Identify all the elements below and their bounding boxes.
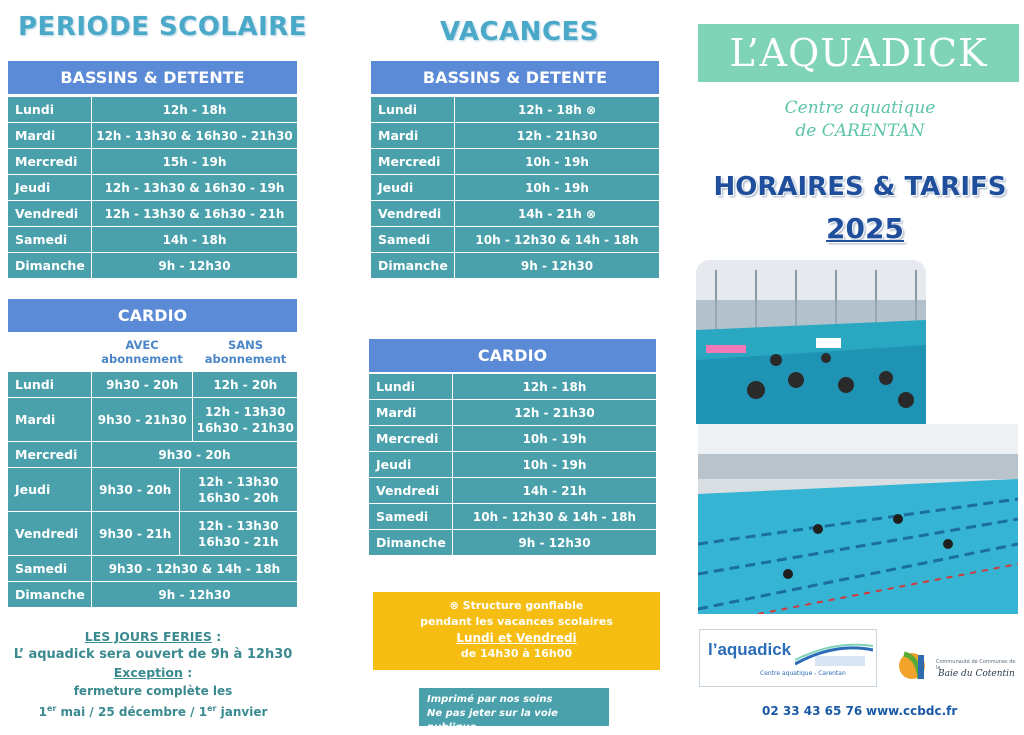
exception-title: Exception (113, 665, 183, 680)
exception-colon: : (182, 665, 193, 680)
brand-subtitle (760, 97, 960, 143)
phone-number: 02 33 43 65 76 (762, 704, 863, 718)
hours-cell: 9h30 - 20h (91, 372, 193, 398)
feries-title-line (8, 628, 298, 646)
table-row (371, 149, 660, 175)
hours-cell: 9h30 - 21h (91, 512, 179, 556)
day-cell: Jeudi (8, 468, 92, 512)
table-row (8, 123, 298, 149)
date-sup: er (46, 704, 57, 713)
pool-photo-bottom-image (698, 424, 1018, 614)
table-row (369, 426, 657, 452)
hours-line: 12h - 13h30 (198, 474, 279, 489)
hours-cell: 14h - 21h (453, 478, 657, 504)
aquadick-logo-mark (795, 642, 873, 668)
horaires-title: HORAIRES & TARIFS (713, 172, 1007, 202)
day-cell: Samedi (8, 556, 92, 582)
day-cell: Lundi (8, 97, 92, 123)
brand-title: L’AQUADICK (698, 24, 1019, 82)
day-cell: Lundi (369, 374, 453, 400)
cardio-col-sans (194, 338, 297, 366)
note-line2: pendant les vacances scolaires (420, 615, 613, 628)
hours-cell: 10h - 19h (453, 452, 657, 478)
day-cell: Lundi (371, 97, 455, 123)
hours-cell: 9h30 - 21h30 (91, 398, 193, 442)
hours-line: 12h - 13h30 (198, 518, 279, 533)
periode-cardio-table (7, 371, 298, 608)
hours-cell: 9h30 - 20h (91, 442, 297, 468)
cardio-col-avec-line1: AVEC (125, 338, 159, 352)
hours-cell: 15h - 19h (92, 149, 298, 175)
table-row (8, 556, 298, 582)
pool-photo-bottom (698, 424, 1018, 614)
date-part: 1 (38, 705, 47, 719)
hours-cell: 9h - 12h30 (92, 253, 298, 279)
year-title: 2025 (826, 212, 904, 245)
note-line3: Lundi et Vendredi (456, 631, 577, 645)
hours-cell: 9h - 12h30 (453, 530, 657, 556)
day-cell: Vendredi (369, 478, 453, 504)
ccbdc-logo-small: Communauté de Communes de la (936, 659, 1016, 671)
day-cell: Mardi (8, 123, 92, 149)
periode-bassins-table (7, 96, 298, 279)
table-row (369, 530, 657, 556)
hours-cell: 12h - 13h30 & 16h30 - 21h (92, 201, 298, 227)
date-part: mai / 25 décembre / 1 (56, 705, 208, 719)
hours-cell: 9h30 - 20h (91, 468, 179, 512)
table-row (371, 227, 660, 253)
day-cell: Samedi (8, 227, 92, 253)
exception-line (8, 664, 298, 682)
hours-cell: 12h - 18h ⊗ (455, 97, 660, 123)
table-row (8, 201, 298, 227)
note-line1: ⊗ Structure gonflable (449, 599, 584, 612)
day-cell: Mardi (371, 123, 455, 149)
cardio-col-avec-line2: abonnement (101, 352, 183, 366)
note-line4: de 14h30 à 16h00 (460, 647, 573, 660)
hours-line: 16h30 - 21h30 (196, 420, 294, 435)
hours-cell: 14h - 21h ⊗ (455, 201, 660, 227)
hours-cell: 12h - 13h30 & 16h30 - 19h (92, 175, 298, 201)
print-note-line2: Ne pas jeter sur la voie publique (427, 708, 558, 733)
periode-cardio-header: CARDIO (8, 299, 297, 332)
hours-cell: 12h - 21h30 (455, 123, 660, 149)
day-cell: Jeudi (8, 175, 92, 201)
table-row (369, 478, 657, 504)
hours-cell: 10h - 12h30 & 14h - 18h (453, 504, 657, 530)
hours-cell: 12h - 20h (193, 372, 298, 398)
website-link[interactable]: www.ccbdc.fr (866, 704, 958, 718)
day-cell: Dimanche (371, 253, 455, 279)
hours-cell: 10h - 19h (455, 149, 660, 175)
table-row (8, 253, 298, 279)
day-cell: Dimanche (8, 582, 92, 608)
day-cell: Jeudi (371, 175, 455, 201)
aquadick-logo-text: l’aquadick (708, 640, 792, 659)
hours-cell: 10h - 19h (453, 426, 657, 452)
table-row (371, 253, 660, 279)
table-row (369, 452, 657, 478)
feries-title: LES JOURS FERIES (84, 629, 212, 644)
hours-cell (193, 398, 298, 442)
brand-subtitle-line1: Centre aquatique (784, 98, 936, 118)
feries-line2: fermeture complète les (73, 684, 233, 698)
hours-cell: 9h - 12h30 (91, 582, 297, 608)
table-row (371, 201, 660, 227)
print-note (419, 688, 609, 733)
vacances-cardio-table (368, 373, 657, 556)
day-cell: Mercredi (369, 426, 453, 452)
vacances-title: VACANCES (440, 17, 600, 47)
hours-cell: 14h - 18h (92, 227, 298, 253)
vacances-cardio-header: CARDIO (369, 339, 656, 372)
table-row (371, 97, 660, 123)
hours-line: 12h - 13h30 (204, 404, 286, 419)
feries-block (8, 628, 298, 721)
periode-title: PERIODE SCOLAIRE (18, 12, 308, 42)
table-row (8, 442, 298, 468)
day-cell: Vendredi (371, 201, 455, 227)
table-row (369, 504, 657, 530)
table-row (8, 97, 298, 123)
day-cell: Vendredi (8, 201, 92, 227)
hours-cell: 12h - 18h (92, 97, 298, 123)
day-cell: Mardi (8, 398, 92, 442)
hours-cell: 9h30 - 12h30 & 14h - 18h (91, 556, 297, 582)
day-cell: Samedi (369, 504, 453, 530)
day-cell: Lundi (8, 372, 92, 398)
table-row (8, 582, 298, 608)
table-row (369, 374, 657, 400)
table-row (8, 227, 298, 253)
hours-cell: 9h - 12h30 (455, 253, 660, 279)
table-row (8, 175, 298, 201)
periode-bassins-header: BASSINS & DETENTE (8, 61, 297, 94)
ccbdc-logo-text: Baie du Cotentin (938, 669, 1015, 679)
date-sup: er (207, 704, 217, 713)
table-row (8, 372, 298, 398)
day-cell: Dimanche (8, 253, 92, 279)
table-row (8, 512, 298, 556)
hours-line: 16h30 - 20h (198, 490, 279, 505)
table-row (8, 149, 298, 175)
pool-photo-top (696, 260, 926, 424)
day-cell: Mercredi (8, 149, 92, 175)
pool-photo-top-image (696, 260, 926, 424)
hours-cell: 10h - 12h30 & 14h - 18h (455, 227, 660, 253)
table-row (8, 468, 298, 512)
hours-cell: 12h - 18h (453, 374, 657, 400)
table-row (371, 123, 660, 149)
day-cell: Mercredi (8, 442, 92, 468)
ccbdc-logo-mark (898, 649, 932, 683)
day-cell: Jeudi (369, 452, 453, 478)
cardio-col-sans-line2: abonnement (204, 352, 287, 366)
aquadick-logo-sub: Centre aquatique - Carentan (760, 670, 846, 677)
vacances-bassins-header: BASSINS & DETENTE (371, 61, 659, 94)
cardio-col-avec (92, 338, 192, 366)
hours-cell: 12h - 13h30 & 16h30 - 21h30 (92, 123, 298, 149)
hours-line: 16h30 - 21h (198, 534, 279, 549)
table-row (369, 400, 657, 426)
table-row (371, 175, 660, 201)
aquadick-logo (699, 629, 877, 687)
hours-cell (179, 468, 297, 512)
feries-dates (8, 700, 298, 721)
date-part: janvier (216, 705, 268, 719)
inflatable-note (373, 592, 660, 670)
brand-subtitle-line2: de CARENTAN (795, 121, 925, 141)
day-cell: Samedi (371, 227, 455, 253)
table-row (8, 398, 298, 442)
day-cell: Mardi (369, 400, 453, 426)
day-cell: Dimanche (369, 530, 453, 556)
day-cell: Vendredi (8, 512, 92, 556)
hours-cell (179, 512, 297, 556)
print-note-line1: Imprimé par nos soins (427, 694, 553, 705)
feries-line1: L’ aquadick sera ouvert de 9h à 12h30 (13, 647, 293, 662)
cardio-col-sans-line1: SANS (227, 338, 264, 352)
day-cell: Mercredi (371, 149, 455, 175)
hours-cell: 12h - 21h30 (453, 400, 657, 426)
feries-colon: : (211, 629, 222, 644)
ccbdc-logo (890, 637, 1018, 692)
hours-cell: 10h - 19h (455, 175, 660, 201)
vacances-bassins-table (370, 96, 660, 279)
